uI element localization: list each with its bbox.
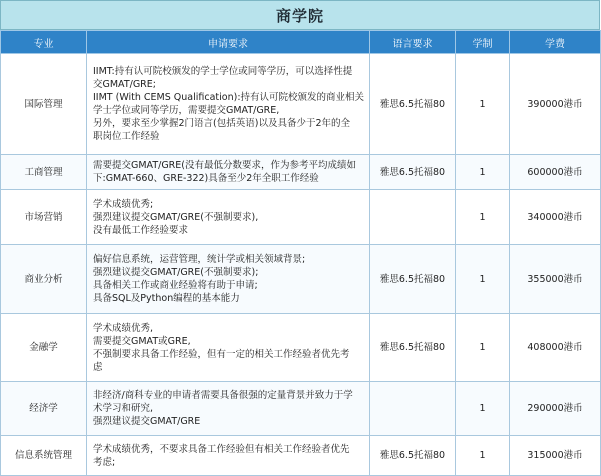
cell-language — [370, 382, 456, 436]
cell-language: 雅思6.5托福80 — [370, 314, 456, 382]
requirement-line: 不强制要求具备工作经验，但有一定的相关工作经验者优先考 — [93, 348, 350, 360]
requirements-table — [0, 30, 601, 476]
requirement-line: 偏好信息系统，运营管理，统计学或相关领域背景; — [93, 254, 306, 265]
cell-duration: 1 — [456, 314, 510, 382]
requirement-line: 学术成绩优秀，不要求具备工作经验但有相关工作经验者优先 — [93, 443, 350, 455]
table-row — [1, 314, 601, 382]
requirement-line: 学士学位或同等学历，需要提交GMAT/GRE, — [93, 105, 280, 116]
cell-duration: 1 — [456, 190, 510, 245]
cell-requirements — [87, 314, 370, 382]
cell-major: 国际管理 — [1, 54, 87, 155]
cell-requirements — [87, 54, 370, 155]
cell-language: 雅思6.5托福80 — [370, 245, 456, 314]
requirement-line: 术学习和研究, — [93, 403, 154, 414]
table-row — [1, 382, 601, 436]
requirement-line: 没有最低工作经验要求 — [93, 224, 189, 236]
table-row — [1, 436, 601, 476]
cell-language: 雅思6.5托福80 — [370, 54, 456, 155]
cell-tuition: 408000港币 — [510, 314, 601, 382]
cell-language — [370, 190, 456, 245]
cell-major: 工商管理 — [1, 155, 87, 190]
requirement-line: 非经济/商科专业的申请者需要具备很强的定量背景并致力于学 — [93, 390, 353, 401]
header-row — [1, 31, 601, 54]
cell-tuition: 340000港币 — [510, 190, 601, 245]
requirement-line: 考虑; — [93, 456, 116, 468]
cell-duration: 1 — [456, 436, 510, 476]
table-row — [1, 155, 601, 190]
cell-duration: 1 — [456, 54, 510, 155]
cell-major: 市场营销 — [1, 190, 87, 245]
cell-tuition: 600000港币 — [510, 155, 601, 190]
cell-language: 雅思6.5托福80 — [370, 436, 456, 476]
requirement-line: IIMT (With CEMS Qualification):持有认可院校颁发的商业相关 — [93, 92, 365, 103]
requirement-line: 强烈建议提交GMAT/GRE(不强制要求); — [93, 267, 259, 278]
cell-tuition: 315000港币 — [510, 436, 601, 476]
cell-requirements — [87, 190, 370, 245]
requirement-line: 下:GMAT-660、GRE-322)具备至少2年全职工作经验 — [93, 173, 319, 184]
cell-duration: 1 — [456, 155, 510, 190]
cell-major: 经济学 — [1, 382, 87, 436]
requirement-line: 强烈建议提交GMAT/GRE(不强制要求), — [93, 211, 259, 223]
requirement-line: 另外，要求至少掌握2门语言(包括英语)以及具备少于2年的全 — [93, 118, 351, 129]
header-major: 专业 — [1, 31, 87, 54]
table-row — [1, 54, 601, 155]
requirement-line: 职岗位工作经验 — [93, 131, 160, 142]
requirement-line: 交GMAT/GRE; — [93, 79, 156, 90]
cell-major: 金融学 — [1, 314, 87, 382]
table-row — [1, 245, 601, 314]
header-duration: 学制 — [456, 31, 510, 54]
table-row — [1, 190, 601, 245]
requirement-line: 强烈建议提交GMAT/GRE — [93, 416, 201, 427]
cell-major: 商业分析 — [1, 245, 87, 314]
table-title: 商学院 — [0, 0, 600, 30]
cell-tuition: 390000港币 — [510, 54, 601, 155]
requirement-line: 虑 — [93, 361, 103, 373]
cell-requirements — [87, 436, 370, 476]
requirement-line: 具备SQL及Python编程的基本能力 — [93, 293, 240, 304]
requirement-line: 具备相关工作或商业经验将有助于申请; — [93, 280, 258, 291]
cell-requirements — [87, 155, 370, 190]
cell-tuition: 290000港币 — [510, 382, 601, 436]
cell-major: 信息系统管理 — [1, 436, 87, 476]
cell-requirements — [87, 245, 370, 314]
requirement-line: 需要提交GMAT或GRE, — [93, 335, 191, 347]
header-requirements: 申请要求 — [87, 31, 370, 54]
requirement-line: 学术成绩优秀; — [93, 198, 154, 210]
header-language: 语言要求 — [370, 31, 456, 54]
cell-duration: 1 — [456, 382, 510, 436]
cell-tuition: 355000港币 — [510, 245, 601, 314]
cell-language: 雅思6.5托福80 — [370, 155, 456, 190]
requirement-line: 需要提交GMAT/GRE(没有最低分数要求，作为参考平均成绩如 — [93, 160, 356, 171]
cell-requirements — [87, 382, 370, 436]
requirement-line: IIMT:持有认可院校颁发的学士学位或同等学历，可以选择性提 — [93, 66, 353, 77]
requirement-line: 学术成绩优秀, — [93, 322, 154, 334]
cell-duration: 1 — [456, 245, 510, 314]
header-tuition: 学费 — [510, 31, 601, 54]
